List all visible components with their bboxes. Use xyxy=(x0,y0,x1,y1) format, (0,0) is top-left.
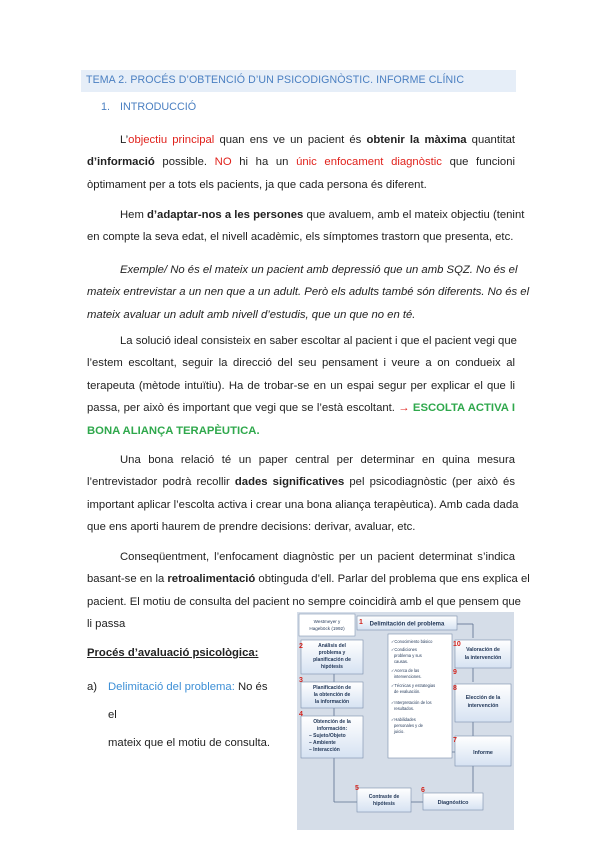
svg-text:9: 9 xyxy=(453,669,457,676)
source-text-2: Hageböck (1992) xyxy=(309,626,345,631)
subheading-assessment-process: Procés d’avaluació psicològica: xyxy=(87,647,259,659)
svg-text:la obtención de: la obtención de xyxy=(313,692,351,698)
svg-text:planificación de: planificación de xyxy=(313,657,351,663)
svg-text:7: 7 xyxy=(453,737,457,744)
paragraph-relationship: Una bona relació té un paper central per determinar en quina mesura l’entrevistador podrà recollir dades significatives pel psicodiagnòstic (per això és important aplicar l’escolta activa i crear una bona aliança terapèutica). Amb cada dada que ens aporti haurem de prendre decisions: derivar, avaluar, etc. xyxy=(87,454,519,534)
svg-text:3: 3 xyxy=(299,677,303,684)
svg-text:– Sujeto/Objeto: – Sujeto/Objeto xyxy=(309,733,346,739)
svg-text:Valoración de: Valoración de xyxy=(466,647,500,653)
assessment-process-diagram xyxy=(297,612,514,830)
svg-text:información:: información: xyxy=(316,726,348,732)
section-heading xyxy=(101,101,196,113)
highlight-active-listening: ESCOLTA ACTIVA I xyxy=(409,402,515,415)
list-item-label: Delimitació del problema: xyxy=(108,681,235,693)
svg-text:Planificación de: Planificación de xyxy=(312,685,352,691)
svg-text:Obtención de la: Obtención de la xyxy=(313,719,351,725)
paragraph-example: Exemple/ No és el mateix un pacient amb depressió que un amb SQZ. No és el mateix entrevistar a un nen que a un adult. Però els adults també són diferents. No és el mateix avaluar un adult amb nivell d’estudis, que un que no en té. xyxy=(87,264,530,321)
svg-text:✓Técnicas y estrategias: ✓Técnicas y estrategias xyxy=(391,683,436,688)
svg-text:✓Acerca de las: ✓Acerca de las xyxy=(391,668,420,673)
highlight-unique-approach: únic enfocament diagnòstic xyxy=(296,156,442,169)
highlight-objective: objectiu principal xyxy=(128,134,215,146)
source-box xyxy=(299,614,355,636)
highlight-no: NO xyxy=(214,156,232,169)
svg-text:10: 10 xyxy=(453,641,461,648)
svg-text:Delimitación del problema: Delimitación del problema xyxy=(369,621,445,628)
svg-text:Elección de la: Elección de la xyxy=(465,695,501,701)
svg-text:la información: la información xyxy=(314,699,350,705)
source-text-1: Westmeyer y xyxy=(313,619,341,624)
document-title: TEMA 2. PROCÉS D’OBTENCIÓ D’UN PSICODIGNÒSTIC. INFORME CLÍNIC xyxy=(86,74,465,86)
svg-text:problema y: problema y xyxy=(318,650,346,656)
svg-text:5: 5 xyxy=(355,785,359,792)
section-title: INTRODUCCIÓ xyxy=(120,101,197,113)
svg-text:de evaluación.: de evaluación. xyxy=(394,689,421,694)
highlight-alliance: BONA ALIANÇA TERAPÈUTICA. xyxy=(87,424,260,437)
svg-text:la intervención: la intervención xyxy=(464,655,502,661)
svg-text:Informe: Informe xyxy=(473,750,493,756)
svg-text:hipótesis: hipótesis xyxy=(373,801,395,807)
box-hypothesis-test xyxy=(357,788,411,812)
document-page: TEMA 2. PROCÉS D’OBTENCIÓ D’UN PSICODIGNÒSTIC. INFORME CLÍNIC 1. INTRODUCCIÓ L’objectiu principal quan ens ve un pacient és obtenir la màxima quantitat d’informació possible. NO hi ha un únic enfocament diagnòstic que funcioni òptimament per a tots els pacients, ja que cada persona és diferent. Hem d’adaptar-nos a les persones que avaluem, amb el mateix objectiu (tenint en compte la seva edat, el nivell acadèmic, els símptomes trastorn que presenta, etc. Exemple/ No és el mateix un pacient amb depressió que un amb SQZ. No és el mateix entrevistar a un nen que a un adult. Però els adults també són diferents. No és el mateix avaluar un adult amb nivell d’estudis, que un que no en té. La solució ideal consisteix en saber escoltar al pacient i que el pacient vegi que l’estem escoltant, seguir la direcció del seu pensament i veure a on condueix al terapeuta (mètode intuïtiu). Ha de trobar-se en un espai segur per explicar el que li passa, per això és important que vegi que se l’està escoltant. → ESCOLTA ACTIVA I BONA ALIANÇA TERAPÈUTICA. Una bona relació té un paper central per determinar en quina mesura l’entrevistador podrà recollir dades significatives pel psicodiagnòstic (per això és important aplicar l’escolta activa i crear una bona aliança terapèutica). Amb cada dada que ens aporti haurem de prendre decisions: derivar, avaluar, etc. Conseqüentment, l’enfocament diagnòstic per un pacient determinat s’indica basant-se en la retroalimentació obtinguda d’ell. Parlar del problema que ens explica el pacient. El motiu de consulta del pacient no sempre coincidirà amb el que pensem que li passa Procés d’avaluació psicològica: a) Delimitació del problema: No és el mateix que el motiu de consulta. Westmeyer y Hageböck (1992) Delimitación del problema 1 Análisis del problema y planificación de hipótesis 2 Planificación de la obtención de la información 3 Obtención de la información: – Sujeto/Objeto – Ambiente – Interacción 4 Contraste de hipótesis 5 Diagnóstico 6 ✓Conocimiento básico ✓Condiciones problema y sus causas. ✓Acerca de las intervenciones. ✓Técnicas y estrategias de evaluación. ✓Interpretación de los resultados. ✓Habilidades personales y de juicio. Valoración de la intervención 10 Elección de la intervención 8 9 Informe 7 xyxy=(0,0,599,848)
svg-text:Contraste de: Contraste de xyxy=(368,794,400,800)
section-number: 1. xyxy=(101,101,111,113)
svg-text:✓Conocimiento básico: ✓Conocimiento básico xyxy=(391,639,433,644)
svg-text:8: 8 xyxy=(453,685,457,692)
svg-text:✓Interpretación de los: ✓Interpretación de los xyxy=(391,700,432,705)
svg-text:intervenciones.: intervenciones. xyxy=(394,674,422,679)
svg-text:Análisis del: Análisis del xyxy=(318,643,346,649)
svg-text:6: 6 xyxy=(421,787,425,794)
svg-text:Diagnóstico: Diagnóstico xyxy=(437,800,469,806)
svg-text:juicio.: juicio. xyxy=(394,729,405,734)
svg-text:personales y de: personales y de xyxy=(394,723,423,728)
box-evaluation xyxy=(455,640,511,668)
svg-text:1: 1 xyxy=(359,619,363,626)
svg-text:✓Condiciones: ✓Condiciones xyxy=(391,647,417,652)
svg-text:2: 2 xyxy=(299,643,303,650)
paragraph-solution: La solució ideal consisteix en saber escoltar al pacient i que el pacient vegi que l’estem escoltant, seguir la direcció del seu pensament i veure a on condueix al terapeuta (mètode intuïtiu). Ha de trobar-se en un espai segur per explicar el que li passa, per això és important que vegi que se l’està escoltant. → ESCOLTA ACTIVA I BONA ALIANÇA TERAPÈUTICA. xyxy=(87,330,515,442)
svg-text:✓Habilidades: ✓Habilidades xyxy=(391,717,416,722)
list-marker: a) xyxy=(87,681,98,693)
svg-text:hipótesis: hipótesis xyxy=(321,664,343,670)
diagram-svg xyxy=(297,612,514,830)
svg-text:causas.: causas. xyxy=(394,659,409,664)
paragraph-feedback: Conseqüentment, l’enfocament diagnòstic per un pacient determinat s’indica basant-se en la retroalimentació obtinguda d’ell. Parlar del problema que ens explica el pacient. El motiu de consulta del pacient no sempre coincidirà amb el que pensem que li passa xyxy=(87,551,530,631)
svg-text:4: 4 xyxy=(299,711,303,718)
svg-text:resultados.: resultados. xyxy=(394,706,415,711)
svg-text:intervención: intervención xyxy=(467,703,499,709)
svg-text:problema y sus: problema y sus xyxy=(394,653,422,658)
arrow-icon: → xyxy=(398,402,410,415)
svg-text:– Ambiente: – Ambiente xyxy=(309,740,336,746)
paragraph-objective: L’objectiu principal quan ens ve un pacient és obtenir la màxima quantitat d’informació possible. NO hi ha un únic enfocament diagnòstic que funcioni òptimament per a tots els pacients, ja que cada persona és diferent. xyxy=(87,134,516,191)
paragraph-adapt: Hem d’adaptar-nos a les persones que avaluem, amb el mateix objectiu (tenint en compte la seva edat, el nivell acadèmic, els símptomes trastorn que presenta, etc. xyxy=(87,209,525,244)
svg-text:– Interacción: – Interacción xyxy=(309,747,340,753)
